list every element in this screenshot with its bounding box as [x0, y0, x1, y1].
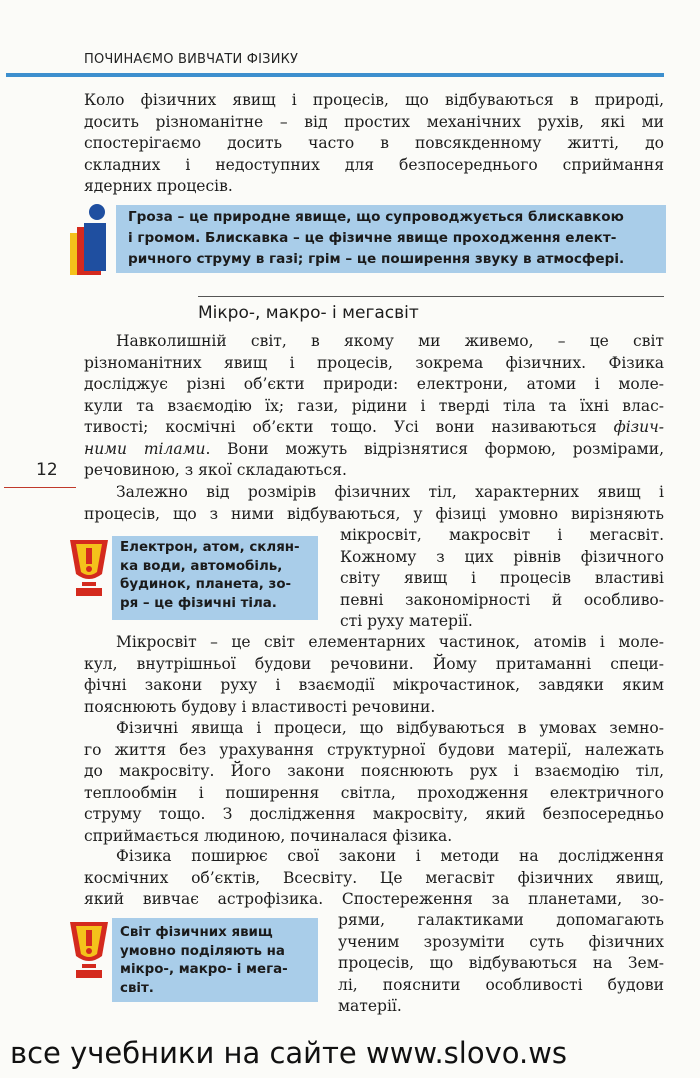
- footer-banner: все учебники на сайте www.slovo.ws: [10, 1036, 568, 1070]
- text-line: струму тощо. З дослідження макросвіту, який безпосередньо: [84, 805, 664, 823]
- note-world-levels: [112, 918, 318, 1002]
- text-line: теплообмін і поширення світла, проходження електричного: [84, 783, 664, 802]
- text-line: Фізичні явища і процеси, що відбуваються в умовах земно-: [116, 719, 664, 737]
- page-number: 12: [36, 460, 58, 480]
- text-line: досліджує різні об’єкти природи: електрони, атоми і моле-: [84, 375, 664, 393]
- note-physical-bodies: [112, 536, 318, 620]
- text-line: матерії.: [338, 997, 402, 1015]
- text-line: [84, 417, 664, 439]
- text-line: певні закономірності й особливо-: [340, 590, 664, 609]
- text-line: який вивчає астрофізика. Спостереження за планетами, зо-: [84, 890, 664, 908]
- page-number-rule: [4, 487, 76, 488]
- note-line: ка води, автомобіль,: [120, 558, 283, 574]
- text-line: різноманітних явищ і процесів, зокрема фізичних. Фізика: [84, 353, 664, 372]
- note-line: Світ фізичних явищ: [120, 925, 273, 940]
- running-header: ПОЧИНАЄМО ВИВЧАТИ ФІЗИКУ: [84, 52, 299, 67]
- text-line: процесів, що відбуваються на Зем-: [338, 954, 664, 972]
- text-line: Мікросвіт – це світ елементарних частинок, атомів і моле-: [116, 633, 664, 651]
- text-line: процесів, що з ними відбуваються, у фізиці умовно вирізняють: [84, 504, 664, 523]
- text-line: фічні закони руху і взаємодії мікрочастинок, завдяки яким: [84, 676, 664, 694]
- text-line: сприймається людиною, починалася фізика.: [84, 826, 453, 845]
- text-line: космічних об’єктів, Всесвіту. Це мегасвіт фізичних явищ,: [84, 868, 664, 887]
- macroworld-paragraph: [84, 718, 664, 847]
- text-line: досить різноманітне – від простих механічних рухів, які ми: [84, 112, 664, 131]
- text-line: Фізика поширює свої закони і методи на дослідження: [116, 847, 664, 865]
- note-line: будинок, планета, зо-: [120, 577, 292, 592]
- info-line: Гроза – це природне явище, що супроводжується блискавкою: [128, 209, 624, 225]
- text-line: світу явищ і процесів властиві: [340, 569, 664, 587]
- exclamation-icon: [62, 916, 116, 982]
- term-physical-bodies: фізич-: [613, 418, 664, 436]
- text-line: спостерігаємо досить часто в повсякденному житті, до: [84, 134, 664, 152]
- text-line: до макросвіту. Його закони пояснюють рух і взаємодію тіл,: [84, 762, 664, 780]
- surrounding-world-paragraph: [84, 331, 664, 482]
- info-box-text: [128, 207, 658, 270]
- text-line: Коло фізичних явищ і процесів, що відбуваються в природі,: [84, 91, 664, 109]
- megaworld-paragraph-continued: [338, 910, 664, 1018]
- megaworld-paragraph: [84, 846, 664, 911]
- section-title: Мікро-, макро- і мегасвіт: [198, 303, 419, 323]
- sizes-paragraph-continued: [340, 525, 664, 633]
- text-line: ядерних процесів.: [84, 177, 233, 195]
- text-line: кул, внутрішньої будови речовини. Йому притаманні специ-: [84, 654, 664, 673]
- text-line: мікросвіт, макросвіт і мегасвіт.: [340, 526, 664, 544]
- text-line: ученим зрозуміти суть фізичних: [338, 932, 664, 951]
- text-line: го життя без урахування структурної будови матерії, належать: [84, 740, 664, 759]
- text-line: кули та взаємодію їх; гази, рідини і тверді тіла та їхні влас-: [84, 396, 664, 415]
- exclamation-icon: [62, 534, 116, 600]
- header-rule: [6, 73, 664, 77]
- sizes-paragraph: [84, 482, 664, 525]
- text-line: сті руху матерії.: [340, 612, 473, 630]
- note-line: Електрон, атом, склян-: [120, 540, 300, 555]
- text-fragment: . Вони можуть відрізнятися формою, розмірами,: [205, 439, 664, 458]
- info-line: ричного струму в газі; грім – це поширення звуку в атмосфері.: [128, 251, 625, 267]
- text-line: рями, галактиками допомагають: [338, 911, 664, 929]
- info-line: і громом. Блискавка – це фізичне явище проходження елект-: [128, 230, 617, 246]
- term-physical-bodies-end: ними тілами: [84, 439, 206, 458]
- text-line: складних і недоступних для безпосереднього сприймання: [84, 155, 664, 174]
- text-line: пояснюють будову і властивості речовини.: [84, 697, 436, 716]
- text-line: лі, пояснити особливості будови: [338, 975, 664, 994]
- intro-paragraph: [84, 90, 664, 198]
- section-rule: [198, 296, 664, 297]
- info-icon: [66, 203, 114, 279]
- microworld-paragraph: [84, 632, 664, 718]
- text-fragment: тивості; космічні об’єкти тощо. Усі вони називаються: [84, 418, 614, 436]
- text-line: речовиною, з якої складаються.: [84, 461, 347, 479]
- text-line: [84, 439, 664, 461]
- text-line: Залежно від розмірів фізичних тіл, характерних явищ і: [116, 483, 664, 501]
- note-line: світ.: [120, 980, 154, 996]
- note-line: ря – це фізичні тіла.: [120, 595, 277, 611]
- text-line: Кожному з цих рівнів фізичного: [340, 547, 664, 566]
- note-line: умовно поділяють на: [120, 943, 285, 959]
- note-line: мікро-, макро- і мега-: [120, 962, 288, 977]
- text-line: Навколишній світ, в якому ми живемо, – це світ: [116, 332, 664, 350]
